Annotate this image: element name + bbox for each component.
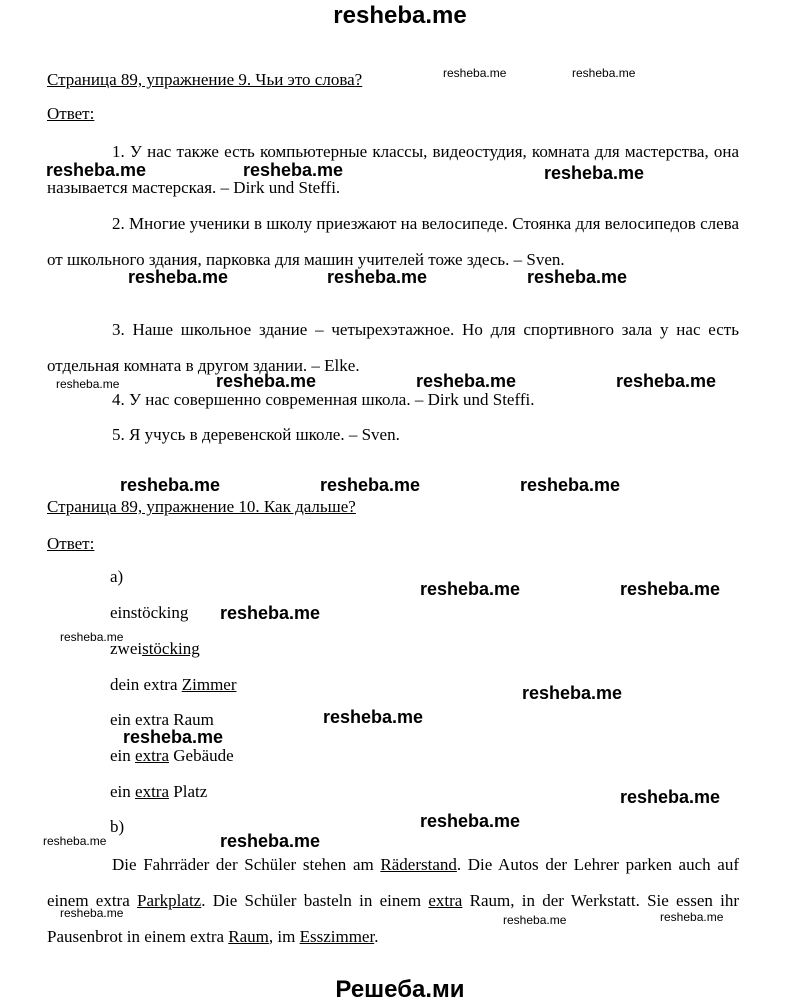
exercise-9-item-1: 1. У нас также есть компьютерные классы, видеостудия, комната для мастерства, она называется мастерская. – Dirk und Steffi. <box>47 142 739 197</box>
watermark: resheba.me <box>416 371 517 391</box>
exercise-9-item-5: 5. Я учусь в деревенской школе. – Sven. <box>112 425 400 444</box>
part-a-line-6: ein extra Platz <box>110 782 208 801</box>
part-a-line-5: ein extra Gebäude <box>110 746 234 765</box>
exercise-10-answer-label: Ответ: <box>47 534 95 553</box>
watermark: resheba.me <box>527 267 628 287</box>
watermark: resheba.me <box>520 475 621 495</box>
part-a-line-1: einstöcking <box>110 603 189 622</box>
watermark: resheba.me <box>216 371 317 391</box>
watermark: resheba.me <box>43 834 107 848</box>
watermark: resheba.me <box>327 267 428 287</box>
watermark: resheba.me <box>128 267 229 287</box>
watermark: resheba.me <box>522 683 623 703</box>
watermark: resheba.me <box>420 579 521 599</box>
exercise-9-item-4: 4. У нас совершенно современная школа. – Dirk und Steffi. <box>112 390 535 409</box>
watermark: resheba.me <box>620 787 721 807</box>
part-a-line-3: dein extra Zimmer <box>110 675 237 694</box>
watermark: resheba.me <box>46 160 147 180</box>
exercise-10-heading: Страница 89, упражнение 10. Как дальше? <box>47 497 356 516</box>
part-a-line-2: zweistöcking <box>110 639 200 658</box>
watermark: resheba.me <box>544 163 645 183</box>
watermark: resheba.me <box>60 906 124 920</box>
exercise-9-item-2: 2. Многие ученики в школу приезжают на велосипеде. Стоянка для велосипедов слева от школьного здания, парковка для машин учителей тоже здесь. – Sven. <box>47 214 739 269</box>
part-a-label: а) <box>110 567 124 586</box>
watermark: resheba.me <box>123 727 224 747</box>
watermark: resheba.me <box>56 377 120 391</box>
exercise-9-item-3: 3. Наше школьное здание – четырехэтажное. Но для спортивного зала у нас есть отдельная комната в другом здании. – Elke. <box>47 320 739 375</box>
watermark: resheba.me <box>443 66 507 80</box>
watermark: resheba.me <box>620 579 721 599</box>
watermark: resheba.me <box>660 910 724 924</box>
watermark: resheba.me <box>60 630 124 644</box>
watermark: resheba.me <box>616 371 717 391</box>
watermark: resheba.me <box>220 603 321 623</box>
watermark: resheba.me <box>220 831 321 851</box>
part-b-label: b) <box>110 817 125 836</box>
exercise-9-heading: Страница 89, упражнение 9. Чьи это слова? <box>47 70 363 89</box>
site-footer: Решеба.ми <box>335 976 465 1003</box>
watermark: resheba.me <box>120 475 221 495</box>
part-b-text: Die Fahrräder der Schüler stehen am Räderstand. Die Autos der Lehrer parken auch auf einem extra Parkplatz. Die Schüler basteln in einem extra Raum, in der Werkstatt. Sie essen ihr Pausenbrot in einem extra Raum, im Esszimmer. <box>47 855 739 946</box>
part-a-line-4: ein extra Raum <box>110 710 214 729</box>
watermark: resheba.me <box>572 66 636 80</box>
watermark: resheba.me <box>503 913 567 927</box>
site-title: resheba.me <box>333 2 467 29</box>
exercise-9-answer-label: Ответ: <box>47 104 95 123</box>
watermark: resheba.me <box>420 811 521 831</box>
watermark: resheba.me <box>323 707 424 727</box>
watermark: resheba.me <box>243 160 344 180</box>
watermark: resheba.me <box>320 475 421 495</box>
